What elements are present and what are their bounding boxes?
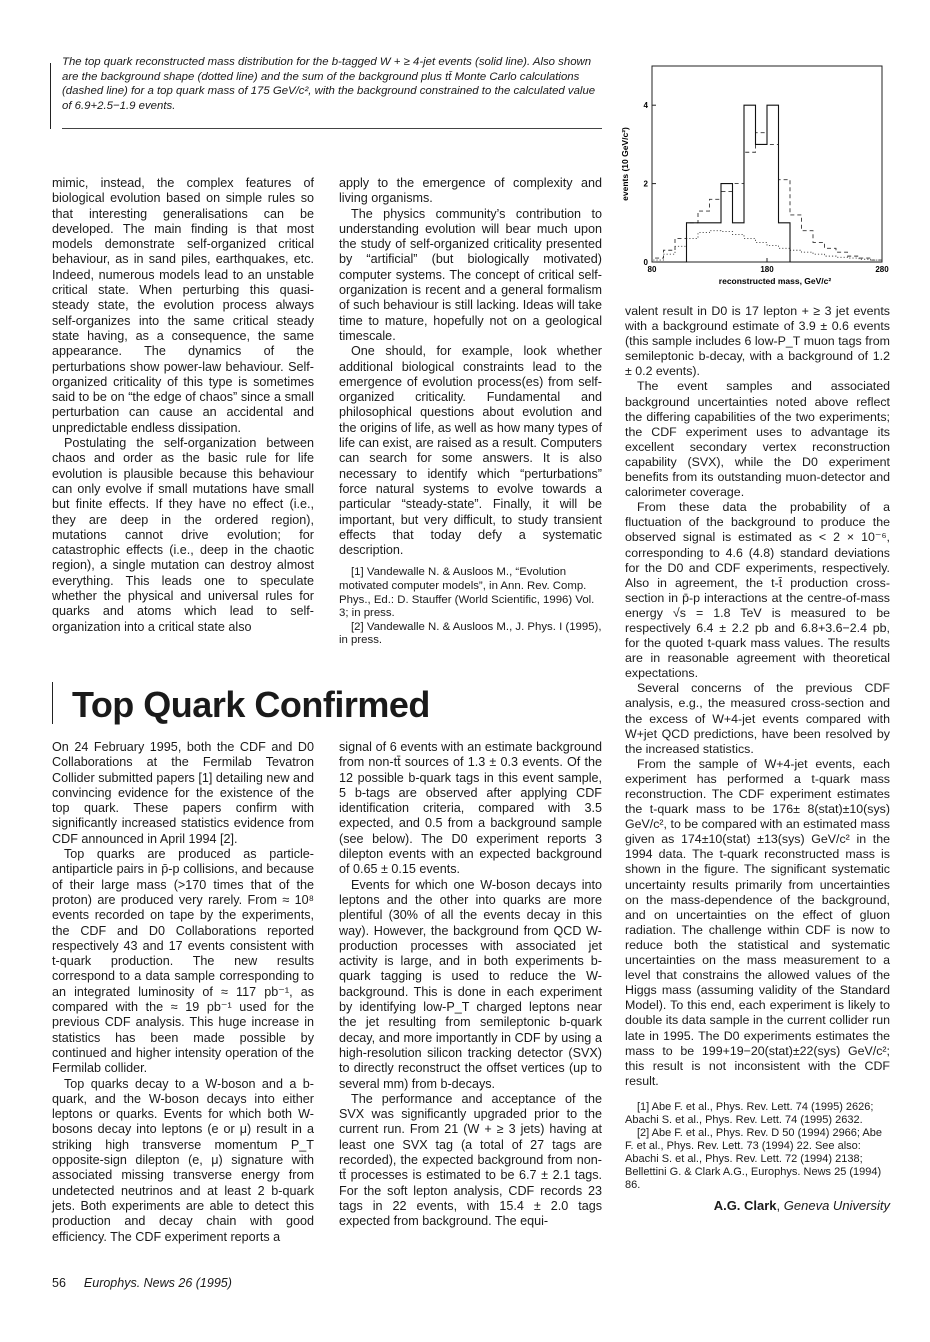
paragraph: Postulating the self-organization between chaos and order as the basic rule for life evolution is plausible because this behaviour can only evolve if small mutations have small but finite effects. If they have no effect (i.e., they are deep in the ordered region), mutations cannot drive evolution; for catastrophic effects (i.e., deep in the chaotic region), a single mutation can destroy almost everything. This leads one to speculate whether the physical and universal rules for quarks and atoms which lead to self-organization into a critical state also	[52, 436, 314, 634]
column-3	[625, 304, 890, 1213]
x-axis-label: reconstructed mass, GeV/c²	[718, 276, 832, 286]
paragraph: valent result in D0 is 17 lepton + ≥ 3 jet events with a background estimate of 3.9 ± 0.6 events (this sample includes 6 low-P_T muon tags from semileptonic b-decay, with a background of 1.2 ± 0.2 events).	[625, 304, 890, 379]
paragraph: The event samples and associated background uncertainties noted above reflect the differing capabilities of the two experiments; the CDF experiment uses to advantage its excellent secondary vertex reconstruction capability (SVX), while the D0 experiment benefits from its outstanding muon-detector and calorimeter coverage.	[625, 379, 890, 500]
x-tick-label: 280	[875, 265, 889, 274]
y-tick-label: 0	[643, 258, 648, 267]
figure-histogram	[612, 58, 902, 290]
references-1	[339, 566, 602, 648]
references-2	[625, 1101, 890, 1192]
author-line: A.G. Clark, Geneva University	[713, 1197, 890, 1213]
author-affiliation: Geneva University	[783, 1197, 890, 1213]
caption-rule	[62, 128, 602, 129]
journal-citation: Europhys. News 26 (1995)	[83, 1276, 232, 1290]
article-column-1	[52, 740, 314, 1245]
y-tick-label: 4	[643, 101, 648, 111]
author-name: A.G. Clark	[713, 1197, 777, 1213]
paragraph: mimic, instead, the complex features of biological evolution based on simple rules so that interesting generalisations can be developed. The main finding is that most models demonstrate self-organized critical behaviour, as in sand piles, earthquakes, etc. Indeed, numerous models lead to an unstable critical state. When perturbing this quasi-steady state, the evolution process always self-organizes into the same critical steady state having, as a consequence, the same appearance. The dynamics of the perturbations show power-law behaviour. Self-organized criticality of this type is sometimes said to be on “the edge of chaos” since a small perturbation can cause an accidental and unpredictable endless dissipation.	[52, 176, 314, 435]
x-tick-label: 80	[647, 265, 657, 274]
caption-bar	[50, 63, 51, 129]
paragraph: Events for which one W-boson decays into leptons and the other into quarks are more plentiful (30% of all the events decay in this way). However, the background from QCD W-production processes with associated jet activity is large, and in both experiments b-quark tagging is used to reduce the W-background. This is done in each experiment by identifying low-P_T charged leptons near the jet resulting from semileptonic b-quark decay, and more importantly in CDF by using a high-resolution silicon tracking detector (SVX) to directly reconstruct the offset vertices (up to several mm) from b-decays.	[339, 877, 602, 1091]
column-1	[52, 176, 314, 635]
page-footer	[52, 1276, 232, 1290]
figure-caption: The top quark reconstructed mass distribution for the b-tagged W + ≥ 4-jet events (solid line). Also shown are the background shape (dotted line) and the sum of the background plus tt̄ Monte Carlo calculations (dashed line) for a top quark mass of 175 GeV/c², with the background constrained to the calculated value of 6.9+2.5−1.9 events.	[62, 56, 596, 112]
title-bar	[52, 682, 53, 724]
reference: [2] Vandewalle N. & Ausloos M., J. Phys. I (1995), in press.	[339, 620, 602, 647]
reference: [1] Abe F. et al., Phys. Rev. Lett. 74 (1995) 2626; Abachi S. et al., Phys. Rev. Lett. 74 (1995) 2632.	[625, 1100, 874, 1126]
y-axis-label: events (10 GeV/c²)	[620, 127, 630, 201]
series-data-histogram	[652, 105, 882, 262]
paragraph: apply to the emergence of complexity and living organisms.	[339, 176, 602, 206]
paragraph: Top quarks are produced as particle-antiparticle pairs in p̄-p collisions, and because of their large mass (>170 times that of the proton) are produced very rarely. From ≈ 10⁸ events recorded on tape by the experiments, the CDF and D0 Collaborations reported respectively 43 and 17 events consistent with t-quark production. The new results correspond to a data sample corresponding to an integrated luminosity of ≈ 117 pb⁻¹, as compared with the ≈ 19 pb⁻¹ used for the previous CDF analysis. This huge increase in statistics has been made possible by continued and higher intensity operation of the Fermilab collider.	[52, 847, 314, 1076]
paragraph: On 24 February 1995, both the CDF and D0 Collaborations at the Fermilab Tevatron Collider submitted papers [1] detailing new and convincing evidence for the existence of the top quark. These papers confirm with significantly increased statistics evidence from CDF announced in April 1994 [2].	[52, 740, 314, 846]
article-column-2	[339, 740, 602, 1230]
reference: [2] Abe F. et al., Phys. Rev. D 50 (1994) 2966; Abe F. et al., Phys. Rev. Lett. 73 (1994) 22. See also: Abachi S. et al., Phys. Rev. Lett. 72 (1994) 2138; Bellettini G. & Clark A.G., Europhys. News 25 (1994) 86.	[625, 1126, 882, 1191]
paragraph: Top quarks decay to a W-boson and a b-quark, and the W-boson decays into either leptons or quarks. Events for which both W-bosons decay into leptons (e or μ) result in a striking high transverse momentum P_T opposite-sign dilepton (e, μ) signature with associated missing transverse energy from undetected neutrinos and at least 2 b-quark jets. Both experiments are able to detect this production and decay chain with good efficiency. The CDF experiment reports a	[52, 1076, 314, 1244]
page-number: 56	[52, 1276, 66, 1290]
y-tick-label: 2	[643, 179, 648, 189]
paragraph: From these data the probability of a fluctuation of the background to produce the observed signal is estimated as < 2 × 10⁻⁶, corresponding to 4.6 (4.8) standard deviations for the D0 and CDF experiments, respectively. Also in agreement, the t-t̄ production cross-section in p̄-p interactions at the centre-of-mass energy √s = 1.8 TeV is measured to be respectively 6.4 ± 2.2 pb and 6.8+3.6−2.4 pb, for the quoted t-quark mass values. The results are in reasonable agreement with theoretical expectations.	[625, 500, 890, 681]
paragraph: signal of 6 events with an estimate background from non-tt̄ sources of 1.3 ± 0.3 events. Of the 12 possible b-quark tags in this event sample, 5 b-tags are observed after applying CDF identification criteria, compared with 3.5 expected, and 0.5 from a background sample (see below). The D0 experiment reports 3 dilepton events with an expected background of 0.65 ± 0.15 events.	[339, 740, 602, 877]
column-2	[339, 176, 602, 648]
paragraph: Several concerns of the previous CDF analysis, e.g., the measured cross-section and the excess of W+4-jet events compared with W+jet QCD predictions, have been resolved by the increased statistics.	[625, 681, 890, 756]
paragraph: The performance and acceptance of the SVX was significantly upgraded prior to the current run. From 21 (W + ≥ 3 jets) having at least one SVX tag (a total of 27 tags are recorded), the expected background from non-tt̄ processes is estimated to be 6.7 ± 2.1 tags. For the soft lepton analysis, CDF records 23 tags in 22 events, with 15.4 ± 2.0 tags expected from background. The equi-	[339, 1091, 602, 1229]
paragraph: The physics community’s contribution to understanding evolution will bear much upon the study of self-organized criticality presented by “artificial” (but biologically motivated) computer systems. The concept of critical self-organization is recent and a general formalism of such behaviour is still lacking. Ideas will take time to mature, hopefully not on a geological timescale.	[339, 206, 602, 343]
histogram-svg	[612, 58, 902, 290]
paragraph: One should, for example, look whether additional biological constraints lead to the emergence of evolution process(es) from self-organized criticality. Fundamental and philosophical questions about evolution and the origins of life, as well as how many types of life can exist, are raised as a result. Computers can search for some answers. It is also necessary to identify which “perturbations” force natural systems to evolve towards a particular “steady-state”. Finally, it will be important, but very difficult, to study transient effects that today defy a systematic description.	[339, 344, 602, 558]
reference: [1] Vandewalle N. & Ausloos M., “Evolution motivated computer models”, in Ann. Rev. Comp. Phys., Ed.: D. Stauffer (World Scientific, 1996) Vol. 3; in press.	[339, 566, 595, 620]
article-title: Top Quark Confirmed	[72, 684, 430, 725]
x-tick-label: 180	[760, 265, 774, 274]
paragraph: From the sample of W+4-jet events, each experiment has performed a t-quark mass reconstruction. The CDF experiment estimates the t-quark mass to be 176± 8(stat)±10(sys) GeV/c², to be compared with an estimated mass given as 174±10(stat) ±13(sys) GeV/c² in the 1994 data. The t-quark reconstructed mass is shown in the figure. The significant systematic uncertainty results primarily from uncertainties on the mass-dependence of the background, and on uncertainties on the effect of gluon radiation. The challenge within CDF is now to reduce both the statistical and systematic uncertainties on the mass measurement to a level that constrains the allowed values of the Higgs mass (assuming validity of the Standard Model). To this end, each experiment is likely to double its data sample in the current collider run late in 1995. The D0 experiments estimates the mass to be 199+19−20(stat)±22(sys) GeV/c²; this result is not inconsistent with the CDF result.	[625, 756, 890, 1088]
